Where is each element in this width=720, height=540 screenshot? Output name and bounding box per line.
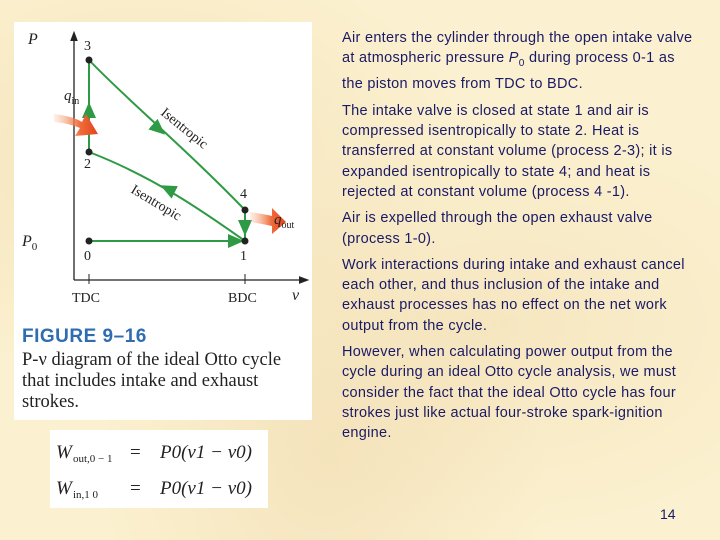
p0-label: $P_0$ [22,233,38,253]
equation-1-rhs: P0(ν1 − ν0) [160,442,252,463]
page-number: 14 [660,506,676,522]
equations-svg [50,430,268,508]
equation-1-lhs: W [56,442,72,463]
equation-1-sub: out,0 − 1 [73,453,113,465]
heat-in-label: $q_{in}$ [64,88,80,107]
pv-diagram [14,22,312,322]
caption-line-1: P-ν diagram of the ideal Otto cycle [22,350,282,370]
paragraph-compression: The intake valve is closed at state 1 and air is compressed isentropically to state 2. Heat is transferred at constant volume (process 2-3); it is expanded isentropically to state 4; and heat is rejected at constant volume (process 4 -1). [342,102,673,200]
bdc-label: BDC [228,291,257,306]
x-axis-label: v [292,287,300,304]
state-point-3 [86,57,93,64]
state-point-4 [242,207,249,214]
state-point-2 [86,149,93,156]
paragraph-power: However, when calculating power output from the cycle during an ideal Otto cycle analysis, we must consider the fact that the ideal Otto cycle has four strokes just like actual four-stroke spark-ignition engine. [342,344,677,442]
paragraph-intake-part1: Air enters the cylinder through the open intake valve at atmospheric pressure [342,30,693,67]
state-point-1 [242,238,249,245]
isentropic-label-expansion: Isentropic [157,105,211,153]
equation-2-sub: in,1 0 [73,489,99,501]
p0-subscript: 0 [518,58,525,70]
explanation-text [342,28,694,450]
equation-2-lhs: W [56,478,72,499]
figure-caption [22,350,312,413]
state-label-1: 1 [240,249,247,264]
isentropic-label-compression: Isentropic [127,182,184,225]
p0-symbol: P [508,50,519,67]
paragraph-intake-part2: during process 0-1 as the piston moves from TDC to BDC. [342,50,675,93]
figure-panel [14,22,312,420]
state-label-3: 3 [84,39,91,54]
equation-2-rhs: P0(ν1 − ν0) [160,478,252,499]
state-label-2: 2 [84,157,91,172]
equation-1-equals: = [130,442,141,463]
equation-box [50,430,268,508]
caption-line-3: strokes. [22,392,80,412]
y-axis-label: P [28,31,38,48]
process-1-2 [89,152,245,241]
figure-title: FIGURE 9–16 [22,326,147,347]
state-label-4: 4 [240,187,247,202]
caption-line-2: that includes intake and exhaust [22,371,259,391]
state-label-0: 0 [84,249,91,264]
paragraph-work: Work interactions during intake and exhaust cancel each other, and thus inclusion of the intake and exhaust processes has no effect on the net work output from the cycle. [342,256,685,334]
paragraph-exhaust: Air is expelled through the open exhaust valve (process 1-0). [342,210,653,247]
paragraph-intake [342,28,694,95]
equation-2-equals: = [130,478,141,499]
heat-out-label: $q_{out}$ [274,212,295,231]
tdc-label: TDC [72,291,100,306]
state-point-0 [86,238,93,245]
heat-in-arrow-icon [54,114,98,136]
